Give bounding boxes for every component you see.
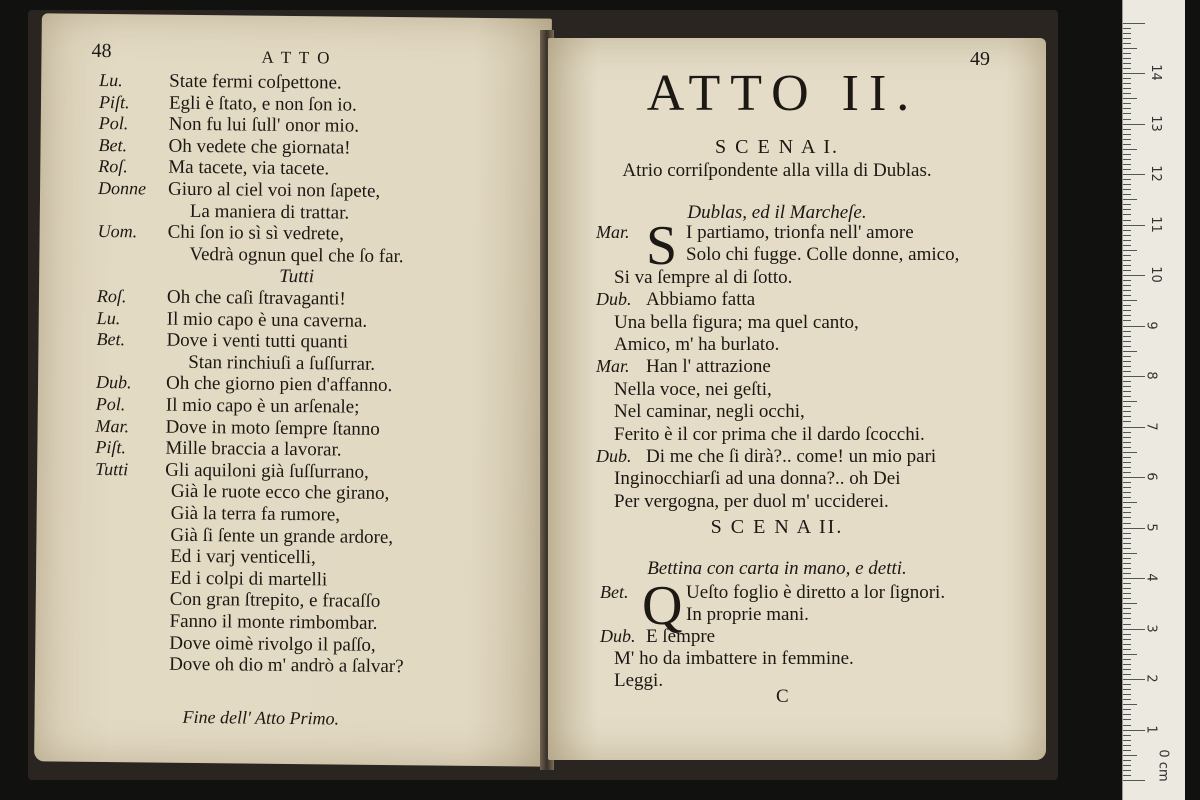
ruler-tick <box>1123 38 1131 39</box>
ruler-tick <box>1123 361 1131 362</box>
ruler-number: 9 <box>1143 320 1159 330</box>
ruler-tick <box>1123 401 1137 402</box>
ruler-tick <box>1123 255 1131 256</box>
verse-line: Vedrà ognun quel che ſo far. <box>189 243 404 267</box>
speaker-label: Piſt. <box>95 437 126 458</box>
speaker-label: Bet. <box>600 582 629 602</box>
verse-line: Il mio capo è una caverna. <box>166 308 368 332</box>
drop-cap: Q <box>642 575 683 637</box>
ruler-tick <box>1123 447 1131 448</box>
ruler-tick <box>1123 366 1131 367</box>
speaker-label: Piſt. <box>98 91 130 112</box>
ruler-tick <box>1123 164 1131 165</box>
ruler-tick <box>1123 134 1131 135</box>
ruler-tick <box>1123 780 1145 781</box>
ruler-tick <box>1123 578 1145 579</box>
verse-line: Dove oimè rivolgo il paſſo, <box>169 632 376 656</box>
speaker-label: Dub. <box>596 446 632 466</box>
verse-line: Ed i colpi di martelli <box>169 567 328 591</box>
ruler-tick <box>1123 497 1131 498</box>
ruler-tick <box>1123 775 1131 776</box>
ruler-tick <box>1123 331 1131 332</box>
verse-line: Oh che giorno pien d'affanno. <box>165 373 393 397</box>
ruler-tick <box>1123 381 1131 382</box>
ruler-tick <box>1123 149 1137 150</box>
ruler-tick <box>1123 740 1131 741</box>
verse-line: Nella voce, nei geſti, <box>614 378 772 400</box>
verse-line: Nel caminar, negli occhi, <box>614 401 805 423</box>
verse-line: Leggi. <box>614 670 664 691</box>
ruler-tick <box>1123 351 1137 352</box>
ruler-tick <box>1123 184 1131 185</box>
ruler-tick <box>1123 593 1131 594</box>
verse-line: State fermi coſpettone. <box>169 70 342 94</box>
page-number-left: 48 <box>91 39 112 63</box>
verse-line: Ma tacete, via tacete. <box>168 157 330 180</box>
ruler-tick <box>1123 719 1131 720</box>
ruler-tick <box>1123 432 1131 433</box>
ruler-tick <box>1123 48 1137 49</box>
end-of-act-note: Fine dell' Atto Primo. <box>182 706 340 729</box>
ruler-tick <box>1123 568 1131 569</box>
speaker-label: Bet. <box>96 329 126 350</box>
ruler-tick <box>1123 745 1131 746</box>
verse-line: Chi ſon io sì sì vedrete, <box>167 221 345 245</box>
ruler-number: 11 <box>1147 215 1163 233</box>
ruler-tick <box>1123 209 1131 210</box>
ruler-tick <box>1123 765 1131 766</box>
ruler-number: 0 cm <box>1155 749 1171 782</box>
speaker-label: Mar. <box>596 222 630 242</box>
verse-line: Si va ſempre al di ſotto. <box>614 266 793 288</box>
ruler-tick <box>1123 396 1131 397</box>
ruler-tick <box>1123 103 1131 104</box>
verse-line: La maniera di trattar. <box>189 200 350 224</box>
verse-line: Non fu lui ſull' onor mio. <box>168 113 360 137</box>
ruler-tick <box>1123 512 1131 513</box>
ruler-tick <box>1123 548 1131 549</box>
verse-line: M' ho da imbattere in femmine. <box>614 648 854 669</box>
ruler-tick <box>1123 442 1131 443</box>
verse-line: Dove in moto ſempre ſtanno <box>165 416 380 440</box>
verse-line: Abbiamo fatta <box>646 289 756 311</box>
verse-line: Dove i venti tutti quanti <box>166 329 349 353</box>
ruler-tick <box>1123 295 1131 296</box>
running-head: A T T O <box>261 47 332 68</box>
speaker-label: Dub. <box>596 289 632 310</box>
speaker-label: Tutti <box>95 458 129 480</box>
scene-2-title: S C E N A II. <box>710 516 844 538</box>
ruler-tick <box>1123 194 1131 195</box>
ruler-tick <box>1123 33 1131 34</box>
ruler-tick <box>1123 300 1137 301</box>
ruler-tick <box>1123 53 1131 54</box>
ruler-number: 5 <box>1143 522 1159 532</box>
verse-line: Il mio capo è un arſenale; <box>165 394 360 418</box>
ruler-tick <box>1123 179 1131 180</box>
ruler-tick <box>1123 634 1131 635</box>
ruler-tick <box>1123 341 1131 342</box>
ruler-tick <box>1123 543 1131 544</box>
ruler-tick <box>1123 750 1131 751</box>
ruler-tick <box>1123 305 1131 306</box>
ruler-tick <box>1123 730 1145 731</box>
ruler-tick <box>1123 528 1145 529</box>
verse-line: Stan rinchiuſi a ſuſſurrar. <box>188 351 376 375</box>
verse-line: Gli aquiloni già ſuſſurrano, <box>165 459 369 483</box>
ruler-tick <box>1123 684 1131 685</box>
speaker-label: Lu. <box>96 307 121 328</box>
ruler-tick <box>1123 220 1131 221</box>
ruler-tick <box>1123 154 1131 155</box>
ruler-tick <box>1123 725 1131 726</box>
verse-line: Già le ruote ecco che girano, <box>170 481 390 505</box>
ruler-tick <box>1123 336 1131 337</box>
ruler-number: 3 <box>1143 623 1159 633</box>
ruler-number: 12 <box>1147 165 1163 182</box>
verse-line: Oh vedete che giornata! <box>168 135 351 159</box>
ruler-tick <box>1123 78 1131 79</box>
ruler-tick <box>1123 58 1131 59</box>
scene-2-cast: Bettina con carta in mano, e detti. <box>647 558 907 579</box>
ruler-number: 1 <box>1143 724 1159 734</box>
ruler-tick <box>1123 93 1131 94</box>
act-title: ATTO II. <box>646 65 920 122</box>
ruler-number: 8 <box>1143 371 1159 380</box>
ruler-tick <box>1123 124 1145 125</box>
ruler-tick <box>1123 235 1131 236</box>
ruler-tick <box>1123 386 1131 387</box>
verse-line: Ed i varj venticelli, <box>170 545 316 569</box>
verse-line: Una bella figura; ma quel canto, <box>614 311 859 333</box>
ruler-tick <box>1123 411 1131 412</box>
speaker-label: Pol. <box>98 113 129 134</box>
ruler-tick <box>1123 204 1131 205</box>
ruler-tick <box>1123 639 1131 640</box>
ruler-tick <box>1123 507 1131 508</box>
ruler-tick <box>1123 214 1131 215</box>
right-page <box>548 38 1046 760</box>
verse-line: Oh che caſi ſtravaganti! <box>166 286 346 310</box>
verse-line: Amico, m' ha burlato. <box>614 334 780 355</box>
ruler-tick <box>1123 174 1145 175</box>
ruler-tick <box>1123 83 1131 84</box>
verse-line: Giuro al ciel voi non ſapete, <box>167 178 381 202</box>
drop-cap: S <box>646 215 678 277</box>
ruler-tick <box>1123 326 1145 327</box>
verse-line: Per vergogna, per duol m' ucciderei. <box>614 490 889 512</box>
scene-1-cast: Dublas, ed il Marcheſe. <box>687 202 867 223</box>
ruler-tick <box>1123 169 1131 170</box>
ruler-tick <box>1123 664 1131 665</box>
ruler-tick <box>1123 265 1131 266</box>
ruler-number: 10 <box>1147 266 1163 283</box>
ruler-tick <box>1123 290 1131 291</box>
ruler-tick <box>1123 240 1131 241</box>
speaker-label: Dub. <box>600 626 636 646</box>
ruler-tick <box>1123 139 1131 140</box>
ruler-tick <box>1123 709 1131 710</box>
ruler-tick <box>1123 346 1131 347</box>
speaker-label: Donne <box>98 177 147 199</box>
ruler-tick <box>1123 608 1131 609</box>
ruler-tick <box>1123 629 1145 630</box>
scene-1-title: S C E N A I. <box>714 136 840 158</box>
ruler-tick <box>1123 588 1131 589</box>
verse-line: Con gran ſtrepito, e fracaſſo <box>169 589 381 613</box>
ruler-tick <box>1123 356 1131 357</box>
ruler-number: 4 <box>1143 573 1159 582</box>
ruler-tick <box>1123 129 1131 130</box>
ruler-tick <box>1123 144 1131 145</box>
verse-line: Già ſi ſente un grande ardore, <box>170 524 394 548</box>
speaker-label: Roſ. <box>96 285 127 307</box>
verse-line: Dove oh dio m' andrò a ſalvar? <box>169 653 404 678</box>
ruler-tick <box>1123 613 1131 614</box>
ruler-tick <box>1123 457 1131 458</box>
ruler-tick <box>1123 320 1131 321</box>
left-page <box>34 13 552 766</box>
ruler-tick <box>1123 427 1145 428</box>
ruler-tick <box>1123 376 1145 377</box>
verse-line: Inginocchiarſi ad una donna?.. oh Dei <box>614 468 901 490</box>
ruler-tick <box>1123 275 1145 276</box>
ruler-number: 13 <box>1147 114 1163 132</box>
ruler-tick <box>1123 230 1131 231</box>
ruler-tick <box>1123 679 1145 680</box>
ruler-tick <box>1123 260 1131 261</box>
ruler-tick <box>1123 624 1131 625</box>
ruler-tick <box>1123 98 1137 99</box>
ruler-tick <box>1123 472 1131 473</box>
verse-line: Solo chi fugge. Colle donne, amico, <box>686 244 960 266</box>
verse-line: Tutti <box>279 266 315 288</box>
ruler-tick <box>1123 189 1131 190</box>
ruler-tick <box>1123 391 1131 392</box>
ruler-tick <box>1123 23 1145 24</box>
ruler-tick <box>1123 618 1131 619</box>
ruler-tick <box>1123 280 1131 281</box>
ruler-tick <box>1123 517 1131 518</box>
verse-line: I partiamo, trionfa nell' amore <box>686 222 914 243</box>
ruler-tick <box>1123 245 1131 246</box>
ruler-tick <box>1123 43 1131 44</box>
ruler-tick <box>1123 371 1131 372</box>
ruler-tick <box>1123 250 1137 251</box>
ruler-tick <box>1123 159 1131 160</box>
ruler-tick <box>1123 558 1131 559</box>
ruler-tick <box>1123 113 1131 114</box>
verse-line: Mille braccia a lavorar. <box>165 437 342 461</box>
speaker-label: Bet. <box>98 134 128 156</box>
ruler-tick <box>1123 654 1137 655</box>
ruler-tick <box>1123 406 1131 407</box>
verse-line: E ſempre <box>646 626 716 647</box>
ruler-tick <box>1123 225 1145 226</box>
ruler-tick <box>1123 699 1131 700</box>
ruler-tick <box>1123 310 1131 311</box>
ruler-tick <box>1123 487 1131 488</box>
speaker-label: Uom. <box>97 221 138 242</box>
verse-line: Ferito è il cor prima che il dardo ſcocchi. <box>614 423 925 445</box>
ruler-tick <box>1123 760 1131 761</box>
ruler-tick <box>1123 694 1131 695</box>
ruler-tick <box>1123 63 1131 64</box>
speaker-label: Roſ. <box>98 156 128 177</box>
ruler-tick <box>1123 467 1131 468</box>
verse-line: Ueſto foglio è diretto a lor ſignori. <box>686 582 946 603</box>
ruler-tick <box>1123 583 1131 584</box>
ruler-tick <box>1123 704 1137 705</box>
ruler-tick <box>1123 270 1131 271</box>
ruler-tick <box>1123 669 1131 670</box>
ruler-tick <box>1123 492 1131 493</box>
ruler-tick <box>1123 714 1131 715</box>
signature-mark: C <box>776 686 789 707</box>
ruler-tick <box>1123 462 1131 463</box>
verse-line: Di me che ſi dirà?.. come! un mio pari <box>646 446 937 467</box>
ruler-tick <box>1123 285 1131 286</box>
ruler-tick <box>1123 416 1131 417</box>
ruler-tick <box>1123 482 1131 483</box>
ruler-number: 7 <box>1143 421 1159 431</box>
ruler-tick <box>1123 88 1131 89</box>
verse-line: Han l' attrazione <box>646 356 771 378</box>
ruler-tick <box>1123 563 1131 564</box>
measuring-ruler <box>1122 0 1185 800</box>
ruler-tick <box>1123 598 1131 599</box>
ruler-tick <box>1123 28 1131 29</box>
ruler-number: 2 <box>1143 674 1159 683</box>
speaker-label: Dub. <box>95 372 132 393</box>
ruler-tick <box>1123 477 1145 478</box>
ruler-tick <box>1123 502 1137 503</box>
ruler-tick <box>1123 452 1137 453</box>
ruler-number: 14 <box>1147 64 1163 81</box>
speaker-label: Lu. <box>99 69 123 91</box>
ruler-tick <box>1123 523 1131 524</box>
ruler-tick <box>1123 755 1137 756</box>
ruler-tick <box>1123 603 1137 604</box>
ruler-tick <box>1123 199 1137 200</box>
ruler-tick <box>1123 119 1131 120</box>
ruler-tick <box>1123 553 1137 554</box>
ruler-tick <box>1123 649 1131 650</box>
ruler-tick <box>1123 735 1131 736</box>
scene-1-setting: Atrio corriſpondente alla villa di Dublas. <box>622 160 932 181</box>
ruler-tick <box>1123 674 1131 675</box>
ruler-tick <box>1123 659 1131 660</box>
ruler-tick <box>1123 689 1131 690</box>
ruler-tick <box>1123 533 1131 534</box>
page-number-right: 49 <box>970 48 990 70</box>
ruler-tick <box>1123 538 1131 539</box>
ruler-tick <box>1123 770 1131 771</box>
ruler-tick <box>1123 108 1131 109</box>
verse-line: Già la terra fa rumore, <box>170 502 341 526</box>
speaker-label: Mar. <box>596 356 630 377</box>
verse-line: Fanno il monte rimbombar. <box>169 610 378 634</box>
ruler-tick <box>1123 315 1131 316</box>
ruler-tick <box>1123 68 1131 69</box>
verse-line: In proprie mani. <box>686 604 809 625</box>
ruler-tick <box>1123 573 1131 574</box>
speaker-label: Mar. <box>95 415 130 436</box>
verse-line: Egli è ſtato, e non ſon io. <box>168 92 357 116</box>
ruler-tick <box>1123 421 1131 422</box>
ruler-tick <box>1123 437 1131 438</box>
speaker-label: Pol. <box>95 393 126 415</box>
ruler-number: 6 <box>1143 472 1159 481</box>
ruler-tick <box>1123 73 1145 74</box>
ruler-tick <box>1123 644 1131 645</box>
